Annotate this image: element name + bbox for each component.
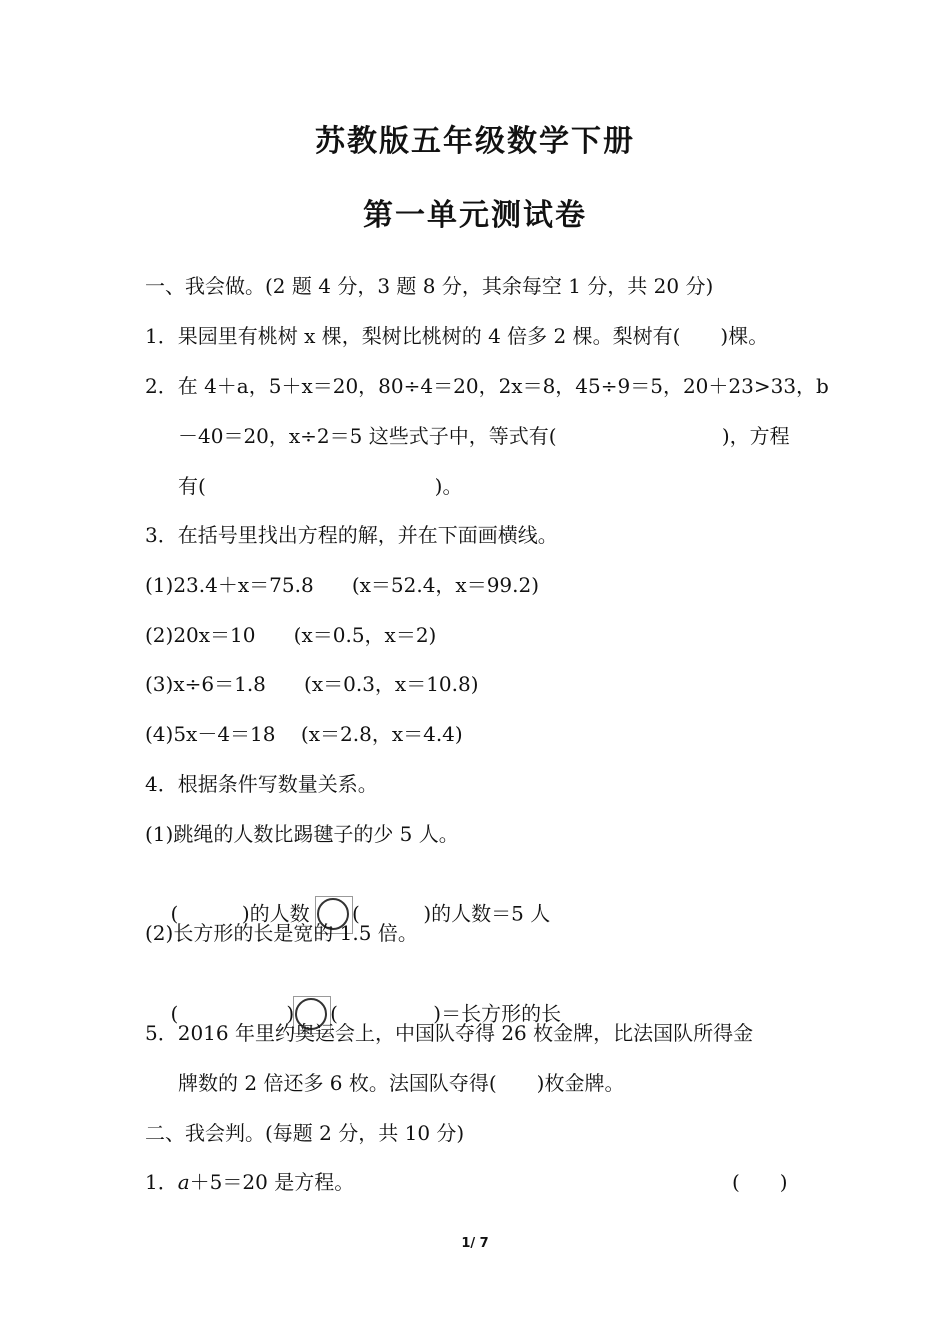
question-1-2-line3: 有( )。 <box>178 474 463 498</box>
question-text: ＋5＝20 是方程。 <box>189 1170 355 1194</box>
question-1-3: 3．在括号里找出方程的解，并在下面画横线。 <box>145 523 558 547</box>
question-1-5-line1: 5．2016 年里约奥运会上，中国队夺得 26 枚金牌，比法国队所得金 <box>145 1021 754 1045</box>
question-1-3-item: (2)20x＝10 (x＝0.5，x＝2) <box>145 623 437 647</box>
page-number: 1/ 7 <box>461 1236 489 1251</box>
question-1-4-part2: (2)长方形的长是宽的 1.5 倍。 <box>145 921 418 945</box>
question-1-3-item: (4)5x－4＝18 (x＝2.8，x＝4.4) <box>145 722 463 746</box>
answer-blank-b[interactable]: ( )的人数＝5 人 <box>351 901 551 926</box>
answer-blank-a[interactable]: ( )的人数 <box>170 901 316 926</box>
question-1-4-part1: (1)跳绳的人数比踢毽子的少 5 人。 <box>145 822 459 846</box>
question-1-2-line2: －40＝20，x÷2＝5 这些式子中，等式有( )，方程 <box>178 424 790 448</box>
question-1-2-line1: 2．在 4＋a，5＋x＝20，80÷4＝20，2x＝8，45÷9＝5，20＋23>33，b <box>145 374 829 398</box>
document-subtitle: 第一单元测试卷 <box>363 198 587 233</box>
document-title: 苏教版五年级数学下册 <box>315 124 635 159</box>
question-number: 1． <box>145 1170 178 1194</box>
question-1-5-line2: 牌数的 2 倍还多 6 枚。法国队夺得( )枚金牌。 <box>178 1071 625 1095</box>
variable-a: a <box>177 1170 190 1194</box>
answer-blank-a[interactable]: ( ) <box>170 1001 295 1026</box>
question-1-3-item: (3)x÷6＝1.8 (x＝0.3，x＝10.8) <box>145 672 479 696</box>
section2-heading: 二、我会判。(每题 2 分，共 10 分) <box>145 1121 465 1145</box>
question-1-3-item: (1)23.4＋x＝75.8 (x＝52.4，x＝99.2) <box>145 573 540 597</box>
judgement-answer-box[interactable]: ( ) <box>732 1170 788 1194</box>
question-1-4: 4．根据条件写数量关系。 <box>145 772 378 796</box>
section1-heading: 一、我会做。(2 题 4 分，3 题 8 分，其余每空 1 分，共 20 分) <box>145 274 714 298</box>
answer-blank-b[interactable]: ( )＝长方形的长 <box>330 1001 562 1026</box>
question-1-1: 1．果园里有桃树 x 棵，梨树比桃树的 4 倍多 2 棵。梨树有( )棵。 <box>145 324 769 348</box>
question-2-1 <box>145 1169 354 1195</box>
